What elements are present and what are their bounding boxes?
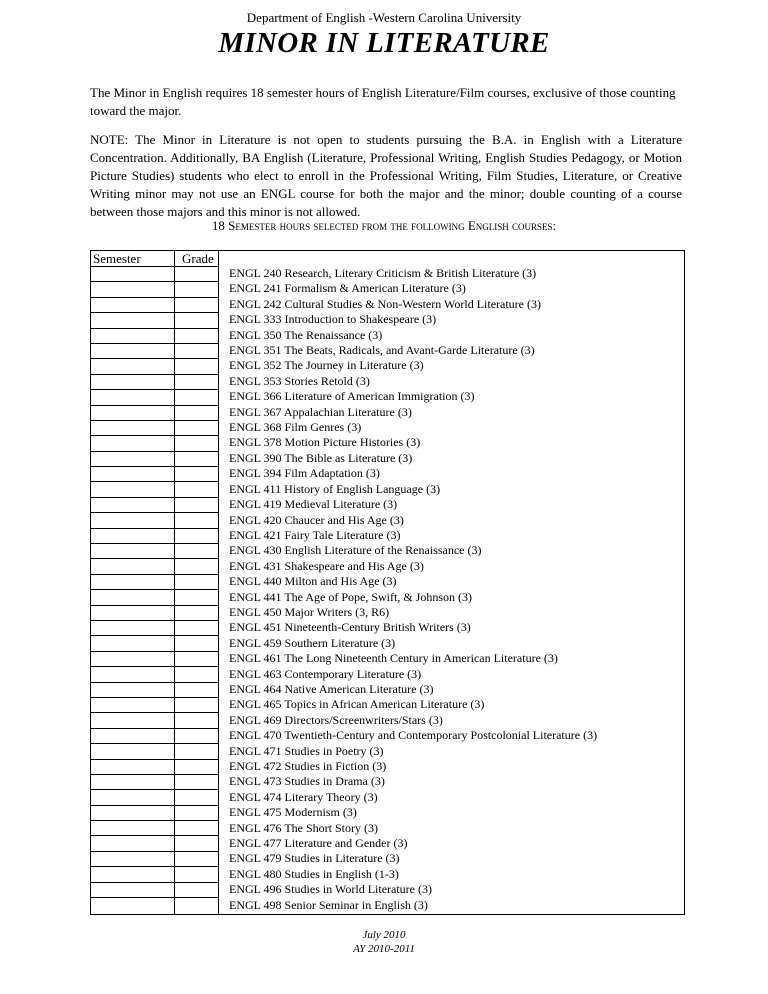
entry-row[interactable] (90, 835, 218, 850)
course-item: ENGL 394 Film Adaptation (3) (229, 466, 380, 481)
entry-row[interactable] (90, 405, 218, 420)
course-item: ENGL 450 Major Writers (3, R6) (229, 604, 390, 619)
course-item: ENGL 475 Modernism (3) (229, 805, 357, 820)
course-item: ENGL 459 Southern Literature (3) (229, 635, 396, 650)
footer (0, 928, 768, 956)
course-item: ENGL 242 Cultural Studies & Non-Western World Literature (3) (229, 296, 541, 311)
entry-row[interactable] (90, 866, 218, 881)
entry-row[interactable] (90, 435, 218, 450)
course-item: ENGL 473 Studies in Drama (3) (229, 774, 385, 789)
table-right-border (684, 250, 685, 915)
entry-row[interactable] (90, 512, 218, 527)
entry-row[interactable] (90, 589, 218, 604)
entry-row[interactable] (90, 666, 218, 681)
course-item: ENGL 451 Nineteenth-Century British Writers (3) (229, 620, 471, 635)
entry-row[interactable] (90, 497, 218, 512)
grade-column-header: Grade (182, 251, 214, 266)
entry-row[interactable] (90, 789, 218, 804)
course-item: ENGL 378 Motion Picture Histories (3) (229, 435, 421, 450)
course-item: ENGL 241 Formalism & American Literature (3) (229, 281, 466, 296)
entry-row[interactable] (90, 712, 218, 727)
course-item: ENGL 431 Shakespeare and His Age (3) (229, 558, 424, 573)
course-item: ENGL 476 The Short Story (3) (229, 820, 378, 835)
grade-course-divider (218, 250, 219, 915)
entry-row[interactable] (90, 343, 218, 358)
entry-row[interactable] (90, 805, 218, 820)
entry-row[interactable] (90, 743, 218, 758)
entry-row[interactable] (90, 882, 218, 897)
course-item: ENGL 474 Literary Theory (3) (229, 789, 378, 804)
page-title: MINOR IN LITERATURE (218, 27, 550, 59)
entry-row[interactable] (90, 635, 218, 650)
entry-row[interactable] (90, 451, 218, 466)
course-item: ENGL 430 English Literature of the Renaissance (3) (229, 543, 482, 558)
entry-row[interactable] (90, 728, 218, 743)
course-item: ENGL 333 Introduction to Shakespeare (3) (229, 312, 437, 327)
course-item: ENGL 421 Fairy Tale Literature (3) (229, 527, 401, 542)
course-item: ENGL 350 The Renaissance (3) (229, 327, 383, 342)
course-item: ENGL 469 Directors/Screenwriters/Stars (3) (229, 712, 443, 727)
table-top-border (90, 250, 685, 251)
course-item: ENGL 240 Research, Literary Criticism & British Literature (3) (229, 266, 537, 280)
course-table (90, 250, 685, 915)
course-item: ENGL 440 Milton and His Age (3) (229, 574, 397, 589)
entry-row[interactable] (90, 543, 218, 558)
courses-subheading: 18 Semester hours selected from the following English courses: (211, 218, 557, 233)
course-item: ENGL 472 Studies in Fiction (3) (229, 759, 387, 773)
course-item: ENGL 471 Studies in Poetry (3) (229, 743, 384, 758)
course-item: ENGL 461 The Long Nineteenth Century in American Literature (3) (229, 651, 558, 666)
course-item: ENGL 367 Appalachian Literature (3) (229, 404, 412, 419)
department-name: Department of English -Western Carolina University (246, 10, 522, 25)
entry-row[interactable] (90, 358, 218, 373)
entry-row[interactable] (90, 620, 218, 635)
entry-row[interactable] (90, 574, 218, 589)
course-item: ENGL 477 Literature and Gender (3) (229, 836, 408, 851)
entry-row[interactable] (90, 374, 218, 389)
entry-row[interactable] (90, 281, 218, 296)
course-item: ENGL 498 Senior Seminar in English (3) (229, 897, 428, 912)
course-item: ENGL 470 Twentieth-Century and Contemporary Postcolonial Literature (3) (229, 728, 598, 743)
course-item: ENGL 411 History of English Language (3) (229, 481, 441, 496)
footer-date: July 2010 (362, 929, 406, 941)
entry-row[interactable] (90, 697, 218, 712)
course-item: ENGL 496 Studies in World Literature (3) (229, 882, 432, 897)
entry-row[interactable] (90, 605, 218, 620)
entry-row[interactable] (90, 558, 218, 573)
course-item: ENGL 465 Topics in African American Literature (3) (229, 697, 485, 712)
entry-row[interactable] (90, 774, 218, 789)
entry-row[interactable] (90, 420, 218, 435)
course-item: ENGL 366 Literature of American Immigration (3) (229, 389, 475, 404)
intro-paragraph: The Minor in English requires 18 semester hours of English Literature/Film courses, exclusive of those counting toward the major. (90, 85, 676, 118)
course-item: ENGL 420 Chaucer and His Age (3) (229, 512, 404, 527)
entry-rows (90, 266, 218, 912)
entry-row[interactable] (90, 466, 218, 481)
course-item: ENGL 464 Native American Literature (3) (229, 681, 434, 696)
course-item: ENGL 479 Studies in Literature (3) (229, 851, 400, 866)
entry-row[interactable] (90, 682, 218, 697)
table-bottom-border (90, 914, 685, 915)
entry-row[interactable] (90, 389, 218, 404)
entry-row[interactable] (90, 266, 218, 281)
course-item: ENGL 463 Contemporary Literature (3) (229, 666, 422, 681)
entry-row[interactable] (90, 651, 218, 666)
entry-row[interactable] (90, 312, 218, 327)
semester-column-header: Semester (93, 251, 141, 266)
course-item: ENGL 368 Film Genres (3) (229, 420, 362, 435)
footer-academic-year: AY 2010-2011 (353, 943, 415, 955)
entry-row[interactable] (90, 528, 218, 543)
entry-row[interactable] (90, 297, 218, 312)
entry-row[interactable] (90, 759, 218, 774)
course-item: ENGL 353 Stories Retold (3) (229, 373, 370, 388)
course-item: ENGL 351 The Beats, Radicals, and Avant-Garde Literature (3) (229, 343, 535, 358)
course-item: ENGL 390 The Bible as Literature (3) (229, 450, 413, 465)
entry-row[interactable] (90, 481, 218, 496)
course-item: ENGL 419 Medieval Literature (3) (229, 497, 398, 512)
course-item: ENGL 352 The Journey in Literature (3) (229, 358, 424, 373)
entry-row[interactable] (90, 820, 218, 835)
entry-row[interactable] (90, 328, 218, 343)
entry-row[interactable] (90, 851, 218, 866)
course-item: ENGL 441 The Age of Pope, Swift, & Johnson (3) (229, 589, 472, 604)
entry-row[interactable] (90, 897, 218, 912)
course-list (229, 266, 597, 913)
course-item: ENGL 480 Studies in English (1-3) (229, 866, 399, 881)
note-paragraph: NOTE: The Minor in Literature is not open to students pursuing the B.A. in English with a Literature Concentration. Additionally, BA English (Literature, Professional Writing, English Studies Pedagogy, or Motion Picture Studies) students who elect to enroll in the Professional Writing, Film Studies, Literature, or Creative Writing minor may not use an ENGL course for both the major and the minor; double counting of a course between those majors and this minor is not allowed. (90, 132, 682, 219)
